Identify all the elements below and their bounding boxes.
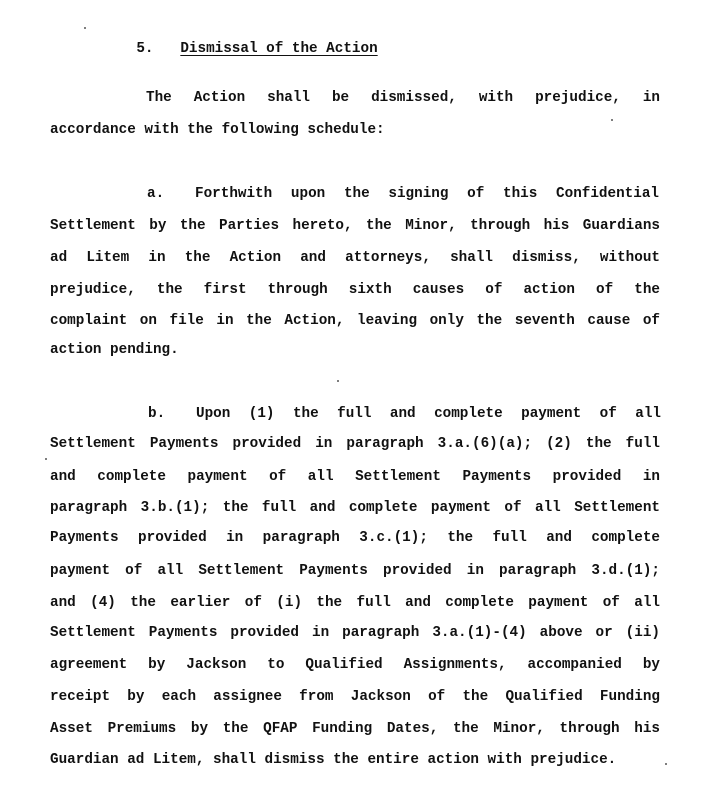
subsection-b-line: and complete payment of all Settlement Payments provided in — [50, 469, 660, 485]
scan-speck — [84, 27, 86, 29]
subsection-b-line: Asset Premiums by the QFAP Funding Dates, the Minor, through his — [50, 721, 660, 737]
intro-line: The Action shall be dismissed, with prejudice, in — [146, 90, 660, 106]
section-title: Dismissal of the Action — [180, 41, 378, 57]
subsection-a-first-line — [147, 186, 659, 202]
subsection-b-line: Payments provided in paragraph 3.c.(1); the full and complete — [50, 530, 660, 546]
subsection-b-line: and (4) the earlier of (i) the full and complete payment of all — [50, 595, 660, 611]
subsection-a-line: ad Litem in the Action and attorneys, shall dismiss, without — [50, 250, 660, 266]
subsection-b-line: payment of all Settlement Payments provided in paragraph 3.d.(1); — [50, 563, 660, 579]
subsection-b-label: b. — [148, 406, 166, 422]
subsection-b-line: Guardian ad Litem, shall dismiss the entire action with prejudice. — [50, 752, 617, 768]
subsection-b-line: paragraph 3.b.(1); the full and complete payment of all Settlement — [50, 500, 660, 516]
subsection-a-label: a. — [147, 186, 165, 202]
subsection-b-line: Settlement Payments provided in paragraph 3.a.(1)-(4) above or (ii) — [50, 625, 660, 641]
subsection-a-line: Settlement by the Parties hereto, the Minor, through his Guardians — [50, 218, 660, 234]
subsection-b-line: Upon (1) the full and complete payment of all — [196, 406, 661, 422]
subsection-b-line: agreement by Jackson to Qualified Assignments, accompanied by — [50, 657, 660, 673]
scan-speck — [611, 119, 613, 121]
intro-line: accordance with the following schedule: — [50, 122, 385, 138]
section-number: 5. — [136, 41, 154, 57]
subsection-a-line: complaint on file in the Action, leaving only the seventh cause of — [50, 313, 660, 329]
section-heading — [102, 25, 378, 73]
subsection-a-line: action pending. — [50, 342, 179, 358]
subsection-b-first-line — [148, 406, 661, 422]
scan-speck — [45, 458, 47, 460]
subsection-b-line: Settlement Payments provided in paragraph 3.a.(6)(a); (2) the full — [50, 436, 660, 452]
subsection-a-line: prejudice, the first through sixth causes of action of the — [50, 282, 660, 298]
scan-speck — [337, 380, 339, 382]
subsection-a-line: Forthwith upon the signing of this Confidential — [195, 186, 659, 202]
scan-speck — [665, 763, 667, 765]
subsection-b-line: receipt by each assignee from Jackson of the Qualified Funding — [50, 689, 660, 705]
